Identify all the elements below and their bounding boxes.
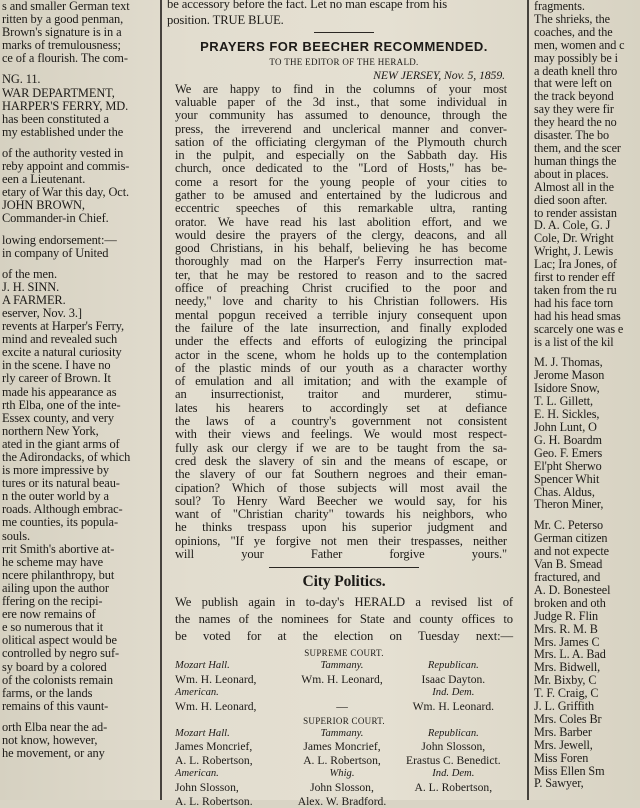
- article-line: We publish again in to-day's HERALD a revised list of: [175, 595, 513, 610]
- left-column-line: een a Lieutenant.: [2, 172, 86, 187]
- table-cell: Ind. Dem.: [432, 768, 475, 780]
- article-line: thoroughly mad on the Harper's Ferry insurrection mat-: [175, 254, 507, 269]
- table-cell: A. L. Robertson,: [175, 753, 253, 767]
- table-cell: Ind. Dem.: [432, 687, 475, 699]
- left-column-line: J. H. SINN.: [2, 279, 60, 294]
- left-column-line: orth Elba near the ad-: [2, 719, 108, 734]
- table-cell: Tammany.: [320, 727, 364, 739]
- table-cell: A. L. Robertson,: [303, 753, 381, 767]
- article-line: gather to be amused and entertained by the ludicrous and: [175, 187, 507, 202]
- table-cell: American.: [175, 768, 219, 780]
- left-column-line: in company of United: [2, 245, 109, 260]
- right-column-line: disaster. The bo: [534, 128, 610, 143]
- left-column-line: is more impressive by: [2, 463, 109, 478]
- right-column-line: coaches, and the: [534, 24, 613, 39]
- left-column-line: rrit Smith's abortive at-: [2, 541, 115, 556]
- left-column-line: souls.: [2, 528, 30, 543]
- table-cell: Erastus C. Benedict.: [405, 753, 501, 767]
- article-line: would desire the prayers of the clergy, deacons, and all: [175, 227, 507, 242]
- right-column-line: men, women and c: [534, 37, 625, 52]
- right-column-line: taken from the ru: [534, 282, 617, 297]
- right-column-line: John Lunt, O: [534, 420, 597, 434]
- table-cell: —: [336, 700, 348, 714]
- right-column-line: Mrs. R. M. B: [534, 621, 598, 636]
- article-line: actor in the scene, whom he holds up to the contemplation: [175, 347, 507, 362]
- article-line: of the plastic minds of our youth as a character worthy: [175, 360, 507, 375]
- left-column-line: not know, however,: [2, 732, 98, 747]
- article-title-prayers: PRAYERS FOR BEECHER RECOMMENDED.: [200, 39, 488, 55]
- table-cell: Wm. H. Leonard,: [175, 700, 257, 714]
- left-column-line: ncere philanthropy, but: [2, 567, 115, 582]
- article-line: needy," love and charity to his Christian followers. His: [175, 294, 507, 309]
- left-column-line: me counties, its popula-: [2, 515, 118, 530]
- article-line: fully ask our clergy if we are to be taught from the sa-: [175, 440, 507, 455]
- section-supreme-court: SUPREME COURT.: [304, 648, 384, 659]
- article-title-city-politics: City Politics.: [302, 573, 386, 591]
- right-column-line: Miss Foren: [534, 750, 589, 765]
- left-column-line: the Adirondacks, of which: [2, 450, 131, 464]
- right-column-line: D. A. Cole, G. J: [534, 218, 611, 233]
- table-cell: John Slosson,: [175, 781, 239, 795]
- left-column-line: lowing endorsement:—: [2, 232, 117, 247]
- article-line: with their views and feelings. We would most respect-: [175, 427, 507, 442]
- left-column-line: has been constituted a: [2, 111, 109, 126]
- article-line: come a resort for the young people of your cities to: [175, 174, 507, 189]
- right-column-line: Van B. Smead: [534, 557, 603, 572]
- left-column-line: northern New York,: [2, 423, 99, 438]
- table-cell: Whig.: [329, 768, 355, 780]
- right-column-line: the track beyond: [534, 89, 614, 104]
- right-column-line: E. H. Sickles,: [534, 407, 600, 422]
- article-line: soul? To Henry Ward Beecher we would say, for his: [175, 493, 507, 508]
- left-column-line: my established under the: [2, 124, 124, 139]
- left-column-line: roads. Although embrac-: [2, 502, 123, 517]
- right-column-line: J. L. Griffith: [534, 699, 594, 714]
- left-column-line: etary of War this day, Oct.: [2, 185, 130, 200]
- article-subtitle-editor: TO THE EDITOR OF THE HERALD.: [269, 56, 419, 67]
- left-column-line: s and smaller German text: [2, 0, 130, 13]
- table-cell: John Slosson,: [421, 740, 486, 754]
- left-column-line: eserver, Nov. 3.]: [2, 305, 82, 320]
- right-column-line: G. H. Boardm: [534, 432, 602, 447]
- right-column-line: Mrs. Barber: [534, 724, 592, 739]
- left-column-line: ailing upon the author: [2, 580, 109, 595]
- right-column-line: may possibly be i: [534, 50, 618, 65]
- left-column-line: ritten by a good penman,: [2, 12, 124, 27]
- article-line: an insurrectionist, traitor and murderer, stimu-: [175, 387, 507, 402]
- left-column: [0, 0, 160, 800]
- right-column-line: is a list of the kil: [534, 334, 614, 349]
- left-column-line: sy board by a colored: [2, 659, 107, 674]
- table-cell: Republican.: [427, 727, 479, 739]
- table-cell: Wm. H. Leonard.: [412, 700, 495, 714]
- right-column-line: Jerome Mason: [534, 368, 605, 383]
- table-cell: Tammany.: [320, 660, 364, 672]
- left-column-line: rly career of Brown. It: [2, 371, 111, 386]
- left-column-line: of the colonists remain: [2, 672, 113, 687]
- article-line: lates his hearers to accordingly set at defiance: [175, 400, 507, 415]
- left-column-line: of the authority vested in: [2, 145, 124, 160]
- right-column-line: them, and the scer: [534, 140, 621, 155]
- article-line: opinions, "If ye forgive not men their trespasses, neither: [175, 533, 507, 548]
- article-line: your community has assumed to denounce, through the: [175, 108, 507, 123]
- left-column-line: controlled by negro suf-: [2, 646, 119, 661]
- center-top-line-1: be accessory before the fact. Let no man escape from his: [167, 0, 448, 11]
- right-column-line: M. J. Thomas,: [534, 355, 603, 370]
- center-column: [163, 0, 525, 808]
- right-column-line: died soon after.: [534, 192, 608, 207]
- right-column-line: Almost all in the: [534, 179, 614, 194]
- left-column-line: ce of a flourish. The com-: [2, 51, 128, 66]
- article-line: of emulation and all imitation; and with the example of: [175, 374, 507, 389]
- article-line: press, the irreverend and unclerical manner and conver-: [175, 121, 507, 136]
- right-column-line: Cole, Dr. Wright: [534, 231, 614, 246]
- article-line: good Christians, in his behalf, believing he has become: [175, 241, 507, 256]
- left-column-line: excite a natural curiosity: [2, 345, 122, 360]
- right-column-line: Isidore Snow,: [534, 381, 600, 396]
- right-column-line: scarcely one was e: [534, 321, 624, 336]
- table-cell: A. L. Robertson.: [175, 794, 253, 808]
- right-column-line: Mrs. James C: [534, 634, 600, 649]
- right-column-line: to render assistan: [534, 205, 617, 220]
- right-column-line: that were left on: [534, 76, 612, 91]
- article-line: he thinks trespass upon his superior judgment and: [175, 520, 507, 535]
- right-column-line: Geo. F. Emers: [534, 445, 603, 460]
- left-column-line: in the scene. I have no: [2, 358, 111, 373]
- article-line: cred desk the slavery of sin and the means of escape, or: [175, 453, 507, 468]
- table-cell: John Slosson,: [310, 781, 374, 795]
- right-column-line: Mr. Bixby, C: [534, 673, 597, 688]
- right-column-line: Mrs. Coles Br: [534, 711, 602, 726]
- column-rule-left: [160, 0, 162, 800]
- superior-court-table: [167, 727, 521, 808]
- table-cell: Republican.: [427, 660, 479, 672]
- table-cell: A. L. Robertson,: [414, 781, 493, 795]
- left-column-line: olitical aspect would be: [2, 633, 117, 648]
- right-column-line: T. L. Gillett,: [534, 394, 593, 409]
- right-column-line: German citizen: [534, 531, 608, 546]
- article-dateline: NEW JERSEY, Nov. 5, 1859.: [373, 67, 505, 82]
- left-column-line: rth Elba, one of the inte-: [2, 397, 121, 412]
- right-column-line: Mr. C. Peterso: [534, 518, 604, 533]
- left-column-line: remains of this vaunt-: [2, 698, 109, 713]
- table-cell: Isaac Dayton.: [421, 672, 486, 686]
- table-cell: Mozart Hall.: [175, 727, 230, 739]
- left-column-line: he scheme may have: [2, 554, 104, 569]
- left-column-line: marks of tremulousness;: [2, 38, 121, 53]
- right-column-line: and not expecte: [534, 544, 609, 559]
- article-line: under the effects and efforts of eulogizing the principal: [175, 334, 507, 349]
- right-column-line: Judge R. Flin: [534, 608, 599, 623]
- article-line: will your Father forgive yours.": [175, 547, 507, 561]
- left-column-line: ated in the giant arms of: [2, 436, 120, 451]
- right-column-line: say they were fir: [534, 102, 614, 117]
- left-column-line: ere now remains of: [2, 607, 96, 622]
- left-column-line: he movement, or any: [2, 746, 105, 761]
- article-line: ter, that he may be restored to reason and to the sacred: [175, 267, 507, 282]
- right-column-line: fragments.: [534, 0, 585, 13]
- article-line: sation of the officiating clergyman of the Plymouth church: [175, 134, 507, 149]
- article-line: valuable paper of the 3d inst., that some individual in: [175, 94, 507, 109]
- left-column-line: JOHN BROWN,: [2, 198, 85, 213]
- article-line: office of preaching Christ crucified to the poor and: [175, 281, 507, 296]
- divider-city-politics: [269, 567, 419, 568]
- right-column-line: A. D. Bonesteel: [534, 582, 611, 597]
- right-column-line: Mrs. Bidwell,: [534, 660, 601, 675]
- left-column-line: WAR DEPARTMENT,: [2, 85, 115, 100]
- table-cell: Mozart Hall.: [175, 660, 230, 672]
- right-column-line: they heard the no: [534, 115, 617, 130]
- article-line: be voted for at the election on Tuesday next:—: [175, 629, 513, 644]
- table-cell: James Moncrief,: [303, 740, 381, 754]
- left-column-line: of the men.: [2, 266, 57, 281]
- article-line: in the pulpit, and especially on the Sabbath day. His: [175, 148, 507, 163]
- left-column-line: e so numerous that it: [2, 620, 104, 635]
- supreme-court-table: [167, 659, 521, 713]
- left-column-line: n the outer world by a: [2, 489, 109, 504]
- article-line: want of "Christian charity" towards his neighbors, who: [175, 507, 507, 522]
- table-cell: American.: [175, 687, 219, 699]
- left-column-line: reby appoint and commis-: [2, 159, 130, 174]
- left-column-line: farms, or the lands: [2, 685, 93, 700]
- left-column-line: made his appearance as: [2, 384, 117, 399]
- table-cell: Alex. W. Bradford.: [297, 794, 387, 808]
- left-column-line: Commander-in Chief.: [2, 211, 109, 226]
- left-column-line: mind and revealed such: [2, 332, 118, 347]
- divider-top: [314, 32, 374, 33]
- right-column-line: had his head smas: [534, 308, 621, 323]
- left-column-line: HARPER'S FERRY, MD.: [2, 98, 129, 113]
- table-cell: James Moncrief,: [175, 740, 253, 754]
- article-body-prayers: [167, 83, 521, 562]
- right-column: [530, 0, 640, 800]
- left-column-line: revents at Harper's Ferry,: [2, 319, 124, 334]
- right-column-line: had his face torn: [534, 295, 614, 310]
- right-column-line: El'pht Sherwo: [534, 458, 602, 473]
- table-cell: Wm. H. Leonard,: [175, 672, 257, 686]
- article-line: orator. We have read his last abolition effort, and we: [175, 214, 507, 229]
- right-column-line: Mrs. Jewell,: [534, 737, 593, 752]
- right-column-line: Chas. Aldus,: [534, 484, 595, 499]
- left-column-line: Essex county, and very: [2, 410, 114, 425]
- table-cell: [286, 686, 397, 700]
- left-column-line: A FARMER.: [2, 292, 66, 307]
- article-line: eccentric speeches of this remarkable ultra, ranting: [175, 201, 507, 216]
- right-column-line: The shrieks, the: [534, 11, 610, 26]
- left-column-line: NG. 11.: [2, 72, 41, 87]
- column-rule-right: [527, 0, 529, 800]
- table-cell: Wm. H. Leonard,: [301, 672, 383, 686]
- right-column-line: a death knell thro: [534, 63, 618, 78]
- center-top-line-2: position. TRUE BLUE.: [167, 13, 284, 28]
- right-column-line: Miss Ellen Sm: [534, 763, 605, 778]
- right-column-line: P. Sawyer,: [534, 776, 584, 791]
- article-line: the laws of a country's government not consistent: [175, 414, 507, 429]
- article-line: cipation? Which of those subjects will most avail the: [175, 480, 507, 495]
- article-line: We are happy to find in the columns of your most: [175, 81, 507, 96]
- left-column-line: Brown's signature is in a: [2, 25, 122, 40]
- article-body-city-politics: [167, 594, 521, 645]
- article-line: the slavery of our fat Southern negroes and their eman-: [175, 467, 507, 482]
- article-line: mental popgun received a terrible injury consequent upon: [175, 307, 507, 322]
- article-line: church, once dedicated to the "Lord of Hosts," has be-: [175, 161, 507, 176]
- right-column-line: human things the: [534, 153, 617, 168]
- right-column-line: about in places.: [534, 166, 609, 181]
- right-column-line: Mrs. L. A. Bad: [534, 647, 606, 662]
- section-superior-court: SUPERIOR COURT.: [303, 715, 385, 726]
- right-column-line: T. F. Craig, C: [534, 686, 599, 701]
- left-column-line: tures or its natural beau-: [2, 476, 120, 491]
- right-column-line: broken and oth: [534, 595, 606, 610]
- right-column-line: first to render eff: [534, 270, 615, 285]
- article-line: the failure of the late insurrection, and finally exploded: [175, 320, 507, 335]
- right-column-line: Spencer Whit: [534, 471, 600, 486]
- article-line: the names of the nominees for State and county offices to: [175, 612, 513, 627]
- right-column-line: Lac; Ira Jones, of: [534, 257, 617, 272]
- table-cell: [398, 795, 509, 808]
- right-column-line: Wright, J. Lewis: [534, 244, 614, 259]
- right-column-line: fractured, and: [534, 569, 601, 584]
- left-column-line: ffering on the recipi-: [2, 594, 103, 609]
- right-column-line: Theron Miner,: [534, 497, 604, 512]
